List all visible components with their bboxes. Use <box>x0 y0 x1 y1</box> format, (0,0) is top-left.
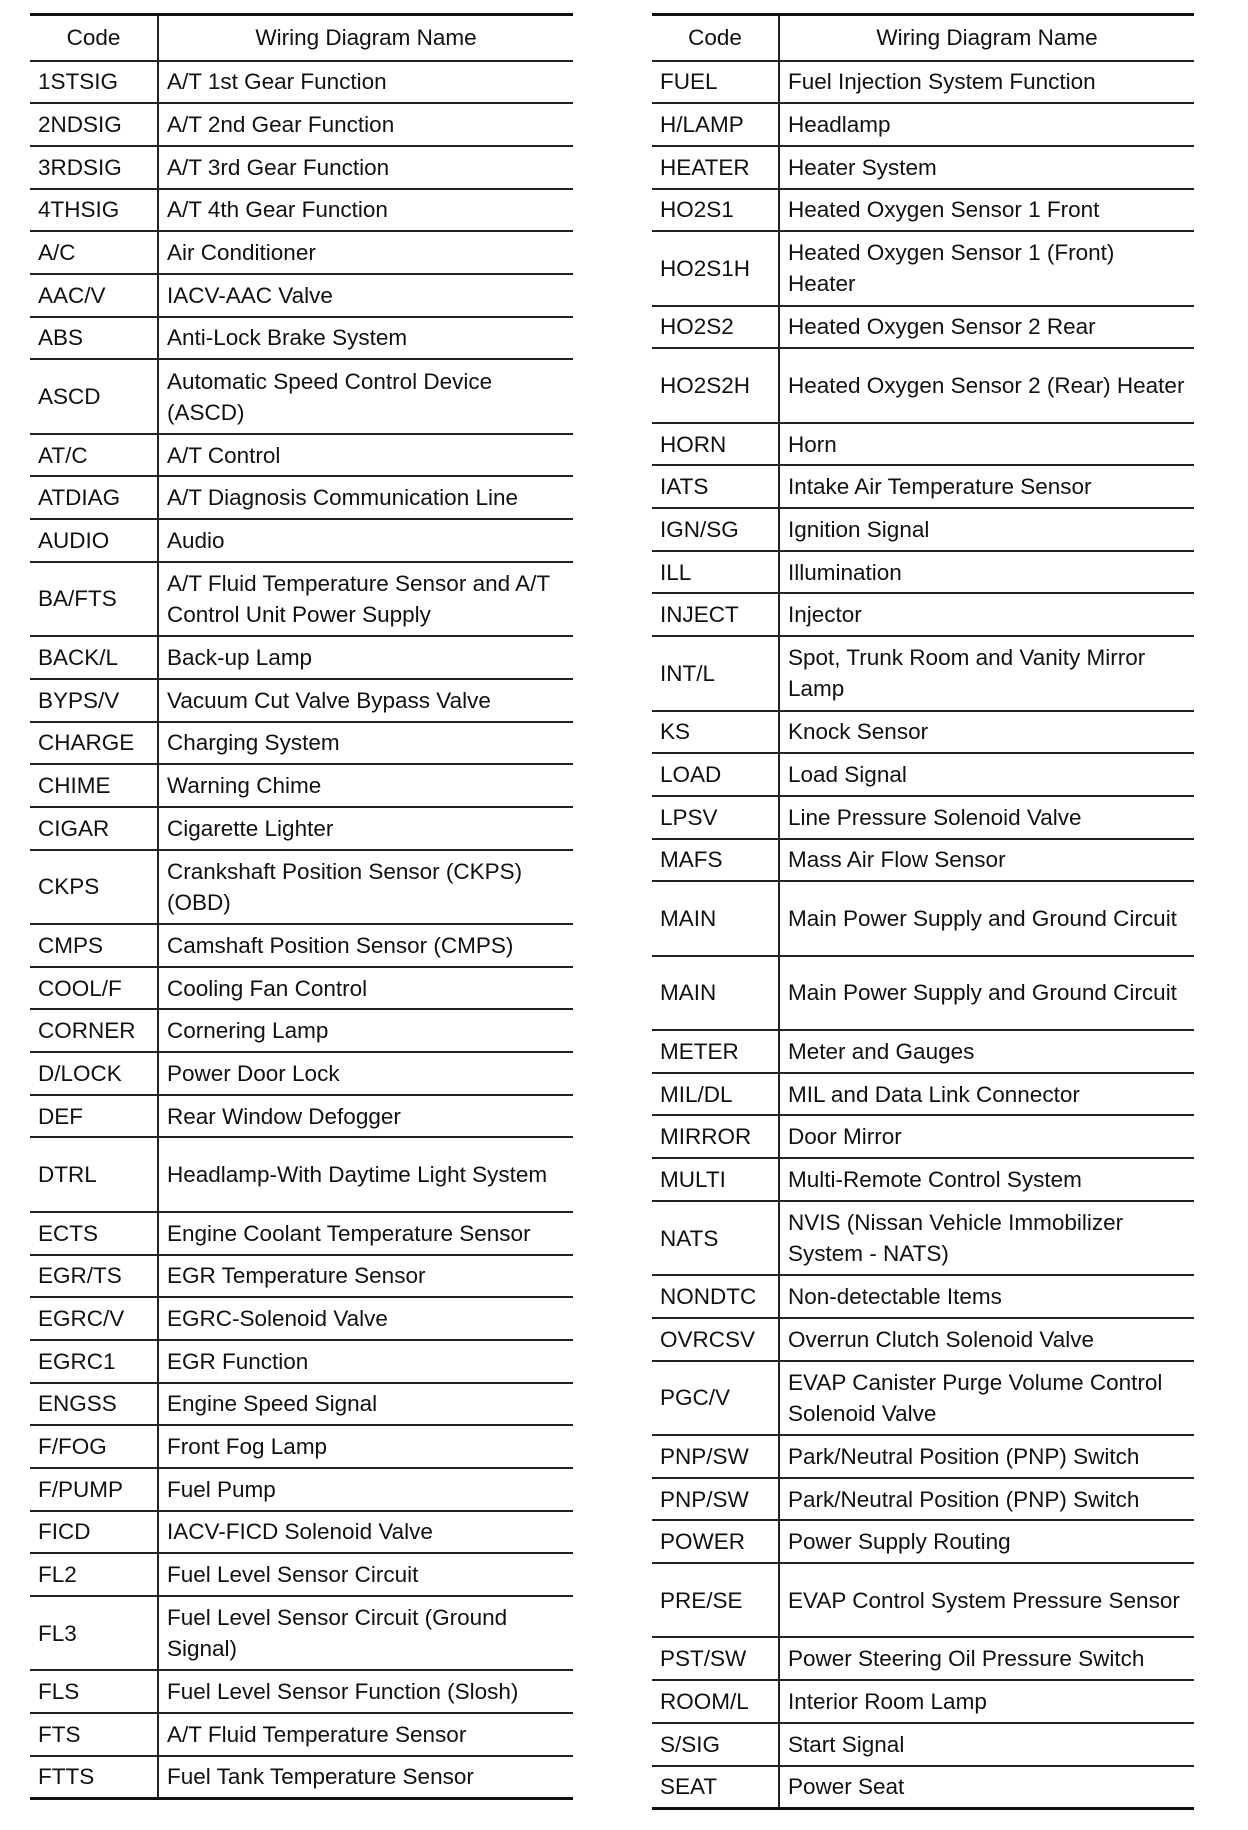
diagram-name-cell: Warning Chime <box>158 764 573 807</box>
table-row <box>30 519 573 562</box>
code-cell: AAC/V <box>30 274 158 317</box>
table-row <box>30 61 573 104</box>
code-cell: PGC/V <box>652 1361 779 1435</box>
table-row <box>652 753 1194 796</box>
table-row <box>30 476 573 519</box>
table-row <box>30 317 573 360</box>
code-cell: OVRCSV <box>652 1318 779 1361</box>
diagram-name-cell: Ignition Signal <box>779 508 1194 551</box>
table-row <box>652 231 1194 305</box>
table-row <box>30 1468 573 1511</box>
table-row <box>652 146 1194 189</box>
diagram-name-cell: Illumination <box>779 551 1194 594</box>
diagram-name-cell: A/T Fluid Temperature Sensor <box>158 1713 573 1756</box>
table-row <box>652 103 1194 146</box>
table-row <box>30 1511 573 1554</box>
table-row <box>30 850 573 924</box>
code-cell: HO2S2 <box>652 306 779 349</box>
diagram-name-cell: Fuel Level Sensor Circuit <box>158 1553 573 1596</box>
diagram-name-cell: Headlamp-With Daytime Light System <box>158 1137 573 1211</box>
code-cell: F/PUMP <box>30 1468 158 1511</box>
diagram-name-cell: Headlamp <box>779 103 1194 146</box>
diagram-name-cell: NVIS (Nissan Vehicle Immobilizer System - NATS) <box>779 1201 1194 1275</box>
code-cell: LPSV <box>652 796 779 839</box>
table-row <box>652 1520 1194 1563</box>
table-row <box>652 839 1194 882</box>
code-cell: HO2S1H <box>652 231 779 305</box>
code-cell: PNP/SW <box>652 1435 779 1478</box>
table-row <box>30 562 573 636</box>
code-cell: MIRROR <box>652 1115 779 1158</box>
table-row <box>652 956 1194 1030</box>
table-row <box>652 61 1194 104</box>
code-cell: HO2S1 <box>652 189 779 232</box>
code-cell: CHARGE <box>30 722 158 765</box>
diagram-name-cell: Charging System <box>158 722 573 765</box>
diagram-name-cell: Anti-Lock Brake System <box>158 317 573 360</box>
diagram-name-cell: Heated Oxygen Sensor 2 (Rear) Heater <box>779 348 1194 422</box>
diagram-name-cell: MIL and Data Link Connector <box>779 1073 1194 1116</box>
table-row <box>30 103 573 146</box>
code-cell: POWER <box>652 1520 779 1563</box>
diagram-name-cell: EVAP Canister Purge Volume Control Solenoid Valve <box>779 1361 1194 1435</box>
diagram-name-cell: Cornering Lamp <box>158 1009 573 1052</box>
code-cell: PRE/SE <box>652 1563 779 1637</box>
diagram-name-cell: Park/Neutral Position (PNP) Switch <box>779 1435 1194 1478</box>
code-cell: IATS <box>652 465 779 508</box>
code-cell: PNP/SW <box>652 1478 779 1521</box>
diagram-name-cell: Meter and Gauges <box>779 1030 1194 1073</box>
code-cell: IGN/SG <box>652 508 779 551</box>
table-row <box>30 924 573 967</box>
header-row <box>652 15 1194 61</box>
table-row <box>652 423 1194 466</box>
code-cell: BA/FTS <box>30 562 158 636</box>
code-cell: CHIME <box>30 764 158 807</box>
table-row <box>30 764 573 807</box>
code-cell: METER <box>652 1030 779 1073</box>
code-cell: PST/SW <box>652 1637 779 1680</box>
table-row <box>30 1297 573 1340</box>
code-cell: CKPS <box>30 850 158 924</box>
code-cell: 2NDSIG <box>30 103 158 146</box>
code-cell: 3RDSIG <box>30 146 158 189</box>
diagram-name-cell: Heated Oxygen Sensor 1 (Front) Heater <box>779 231 1194 305</box>
diagram-name-cell: Fuel Pump <box>158 1468 573 1511</box>
table-row <box>30 1756 573 1799</box>
code-cell: ECTS <box>30 1212 158 1255</box>
diagram-name-cell: Cigarette Lighter <box>158 807 573 850</box>
code-cell: ATDIAG <box>30 476 158 519</box>
table-row <box>652 1637 1194 1680</box>
table-row <box>652 189 1194 232</box>
table-row <box>30 274 573 317</box>
diagram-name-cell: Horn <box>779 423 1194 466</box>
table-row <box>30 1137 573 1211</box>
diagram-name-cell: A/T Diagnosis Communication Line <box>158 476 573 519</box>
table-row <box>30 1425 573 1468</box>
table-row <box>30 1553 573 1596</box>
code-cell: AUDIO <box>30 519 158 562</box>
code-cell: ABS <box>30 317 158 360</box>
code-cell: INT/L <box>652 636 779 710</box>
diagram-name-cell: Fuel Level Sensor Function (Slosh) <box>158 1670 573 1713</box>
code-cell: ENGSS <box>30 1383 158 1426</box>
diagram-name-cell: Fuel Tank Temperature Sensor <box>158 1756 573 1799</box>
diagram-name-cell: Line Pressure Solenoid Valve <box>779 796 1194 839</box>
table-row <box>30 231 573 274</box>
diagram-name-cell: Main Power Supply and Ground Circuit <box>779 956 1194 1030</box>
diagram-name-cell: Air Conditioner <box>158 231 573 274</box>
code-cell: MAIN <box>652 881 779 955</box>
diagram-name-cell: A/T Fluid Temperature Sensor and A/T Control Unit Power Supply <box>158 562 573 636</box>
diagram-name-cell: Power Door Lock <box>158 1052 573 1095</box>
code-cell: BACK/L <box>30 636 158 679</box>
diagram-name-cell: A/T 3rd Gear Function <box>158 146 573 189</box>
wiring-code-table-left <box>30 13 573 1800</box>
diagram-name-cell: Main Power Supply and Ground Circuit <box>779 881 1194 955</box>
diagram-name-cell: EVAP Control System Pressure Sensor <box>779 1563 1194 1637</box>
diagram-name-cell: Mass Air Flow Sensor <box>779 839 1194 882</box>
diagram-name-cell: A/T 2nd Gear Function <box>158 103 573 146</box>
wiring-code-table-right <box>652 13 1194 1810</box>
code-cell: CIGAR <box>30 807 158 850</box>
code-cell: EGRC1 <box>30 1340 158 1383</box>
table-row <box>652 1158 1194 1201</box>
code-cell: FL2 <box>30 1553 158 1596</box>
code-cell: CORNER <box>30 1009 158 1052</box>
table-row <box>30 1713 573 1756</box>
diagram-name-cell: Fuel Injection System Function <box>779 61 1194 104</box>
diagram-name-cell: Crankshaft Position Sensor (CKPS) (OBD) <box>158 850 573 924</box>
table-row <box>30 1596 573 1670</box>
table-row <box>30 807 573 850</box>
table-row <box>652 636 1194 710</box>
table-row <box>30 679 573 722</box>
code-cell: MAFS <box>652 839 779 882</box>
diagram-name-cell: Heated Oxygen Sensor 1 Front <box>779 189 1194 232</box>
code-cell: DTRL <box>30 1137 158 1211</box>
code-cell: CMPS <box>30 924 158 967</box>
table-row <box>652 796 1194 839</box>
code-cell: NATS <box>652 1201 779 1275</box>
code-cell: MULTI <box>652 1158 779 1201</box>
table-row <box>30 1052 573 1095</box>
code-cell: DEF <box>30 1095 158 1138</box>
code-cell: BYPS/V <box>30 679 158 722</box>
diagram-name-cell: A/T 4th Gear Function <box>158 189 573 232</box>
diagram-name-cell: EGRC-Solenoid Valve <box>158 1297 573 1340</box>
table-row <box>652 1073 1194 1116</box>
table-row <box>30 146 573 189</box>
code-cell: D/LOCK <box>30 1052 158 1095</box>
code-cell: ILL <box>652 551 779 594</box>
code-cell: NONDTC <box>652 1275 779 1318</box>
code-cell: A/C <box>30 231 158 274</box>
code-cell: H/LAMP <box>652 103 779 146</box>
code-cell: HO2S2H <box>652 348 779 422</box>
diagram-name-cell: Camshaft Position Sensor (CMPS) <box>158 924 573 967</box>
diagram-name-cell: Heater System <box>779 146 1194 189</box>
code-cell: EGR/TS <box>30 1255 158 1298</box>
code-cell: KS <box>652 711 779 754</box>
table-row <box>652 306 1194 349</box>
code-cell: FICD <box>30 1511 158 1554</box>
code-cell: FTTS <box>30 1756 158 1799</box>
code-cell: HORN <box>652 423 779 466</box>
diagram-name-cell: Injector <box>779 593 1194 636</box>
diagram-name-cell: Multi-Remote Control System <box>779 1158 1194 1201</box>
table-row <box>652 348 1194 422</box>
diagram-name-cell: Door Mirror <box>779 1115 1194 1158</box>
diagram-name-cell: IACV-AAC Valve <box>158 274 573 317</box>
diagram-name-cell: Park/Neutral Position (PNP) Switch <box>779 1478 1194 1521</box>
table-row <box>30 1340 573 1383</box>
code-cell: HEATER <box>652 146 779 189</box>
diagram-name-cell: Knock Sensor <box>779 711 1194 754</box>
code-cell: FL3 <box>30 1596 158 1670</box>
table-row <box>652 1201 1194 1275</box>
diagram-name-cell: Back-up Lamp <box>158 636 573 679</box>
diagram-name-cell: A/T 1st Gear Function <box>158 61 573 104</box>
table-row <box>652 1435 1194 1478</box>
diagram-name-cell: Engine Coolant Temperature Sensor <box>158 1212 573 1255</box>
diagram-name-cell: Cooling Fan Control <box>158 967 573 1010</box>
table-row <box>30 1095 573 1138</box>
code-cell: 4THSIG <box>30 189 158 232</box>
table-row <box>30 1383 573 1426</box>
code-cell: INJECT <box>652 593 779 636</box>
diagram-name-cell: Spot, Trunk Room and Vanity Mirror Lamp <box>779 636 1194 710</box>
table-row <box>652 593 1194 636</box>
code-cell: MAIN <box>652 956 779 1030</box>
code-cell: ASCD <box>30 359 158 433</box>
table-row <box>30 1212 573 1255</box>
diagram-name-cell: Rear Window Defogger <box>158 1095 573 1138</box>
table-row <box>652 1723 1194 1766</box>
header-row <box>30 15 573 61</box>
diagram-name-cell: Non-detectable Items <box>779 1275 1194 1318</box>
name-column-header: Wiring Diagram Name <box>779 15 1194 61</box>
code-column-header: Code <box>30 15 158 61</box>
table-row <box>30 636 573 679</box>
diagram-name-cell: Vacuum Cut Valve Bypass Valve <box>158 679 573 722</box>
table-row <box>30 722 573 765</box>
diagram-name-cell: Power Supply Routing <box>779 1520 1194 1563</box>
table-row <box>652 1563 1194 1637</box>
table-row <box>652 1361 1194 1435</box>
diagram-name-cell: Power Seat <box>779 1766 1194 1809</box>
diagram-name-cell: Automatic Speed Control Device (ASCD) <box>158 359 573 433</box>
table-row <box>30 1255 573 1298</box>
code-cell: LOAD <box>652 753 779 796</box>
table-row <box>652 465 1194 508</box>
code-cell: FUEL <box>652 61 779 104</box>
code-cell: AT/C <box>30 434 158 477</box>
code-cell: EGRC/V <box>30 1297 158 1340</box>
diagram-name-cell: Power Steering Oil Pressure Switch <box>779 1637 1194 1680</box>
diagram-name-cell: Intake Air Temperature Sensor <box>779 465 1194 508</box>
diagram-name-cell: Front Fog Lamp <box>158 1425 573 1468</box>
table-row <box>652 1030 1194 1073</box>
table-row <box>30 359 573 433</box>
code-cell: COOL/F <box>30 967 158 1010</box>
table-row <box>652 881 1194 955</box>
table-row <box>652 1680 1194 1723</box>
diagram-name-cell: IACV-FICD Solenoid Valve <box>158 1511 573 1554</box>
code-cell: ROOM/L <box>652 1680 779 1723</box>
table-row <box>652 1478 1194 1521</box>
code-cell: SEAT <box>652 1766 779 1809</box>
table-row <box>30 1670 573 1713</box>
code-cell: F/FOG <box>30 1425 158 1468</box>
diagram-name-cell: EGR Temperature Sensor <box>158 1255 573 1298</box>
code-column-header: Code <box>652 15 779 61</box>
diagram-name-cell: Audio <box>158 519 573 562</box>
table-row <box>652 1318 1194 1361</box>
diagram-name-cell: EGR Function <box>158 1340 573 1383</box>
diagram-name-cell: A/T Control <box>158 434 573 477</box>
table-row <box>652 508 1194 551</box>
diagram-name-cell: Overrun Clutch Solenoid Valve <box>779 1318 1194 1361</box>
diagram-name-cell: Start Signal <box>779 1723 1194 1766</box>
table-row <box>30 967 573 1010</box>
table-row <box>652 1766 1194 1809</box>
table-row <box>30 1009 573 1052</box>
table-row <box>652 1115 1194 1158</box>
code-cell: S/SIG <box>652 1723 779 1766</box>
diagram-name-cell: Fuel Level Sensor Circuit (Ground Signal) <box>158 1596 573 1670</box>
diagram-name-cell: Interior Room Lamp <box>779 1680 1194 1723</box>
table-row <box>652 1275 1194 1318</box>
diagram-name-cell: Engine Speed Signal <box>158 1383 573 1426</box>
code-cell: MIL/DL <box>652 1073 779 1116</box>
code-cell: FLS <box>30 1670 158 1713</box>
table-row <box>652 551 1194 594</box>
table-row <box>30 434 573 477</box>
table-row <box>652 711 1194 754</box>
diagram-name-cell: Load Signal <box>779 753 1194 796</box>
code-cell: 1STSIG <box>30 61 158 104</box>
diagram-name-cell: Heated Oxygen Sensor 2 Rear <box>779 306 1194 349</box>
name-column-header: Wiring Diagram Name <box>158 15 573 61</box>
code-cell: FTS <box>30 1713 158 1756</box>
table-row <box>30 189 573 232</box>
